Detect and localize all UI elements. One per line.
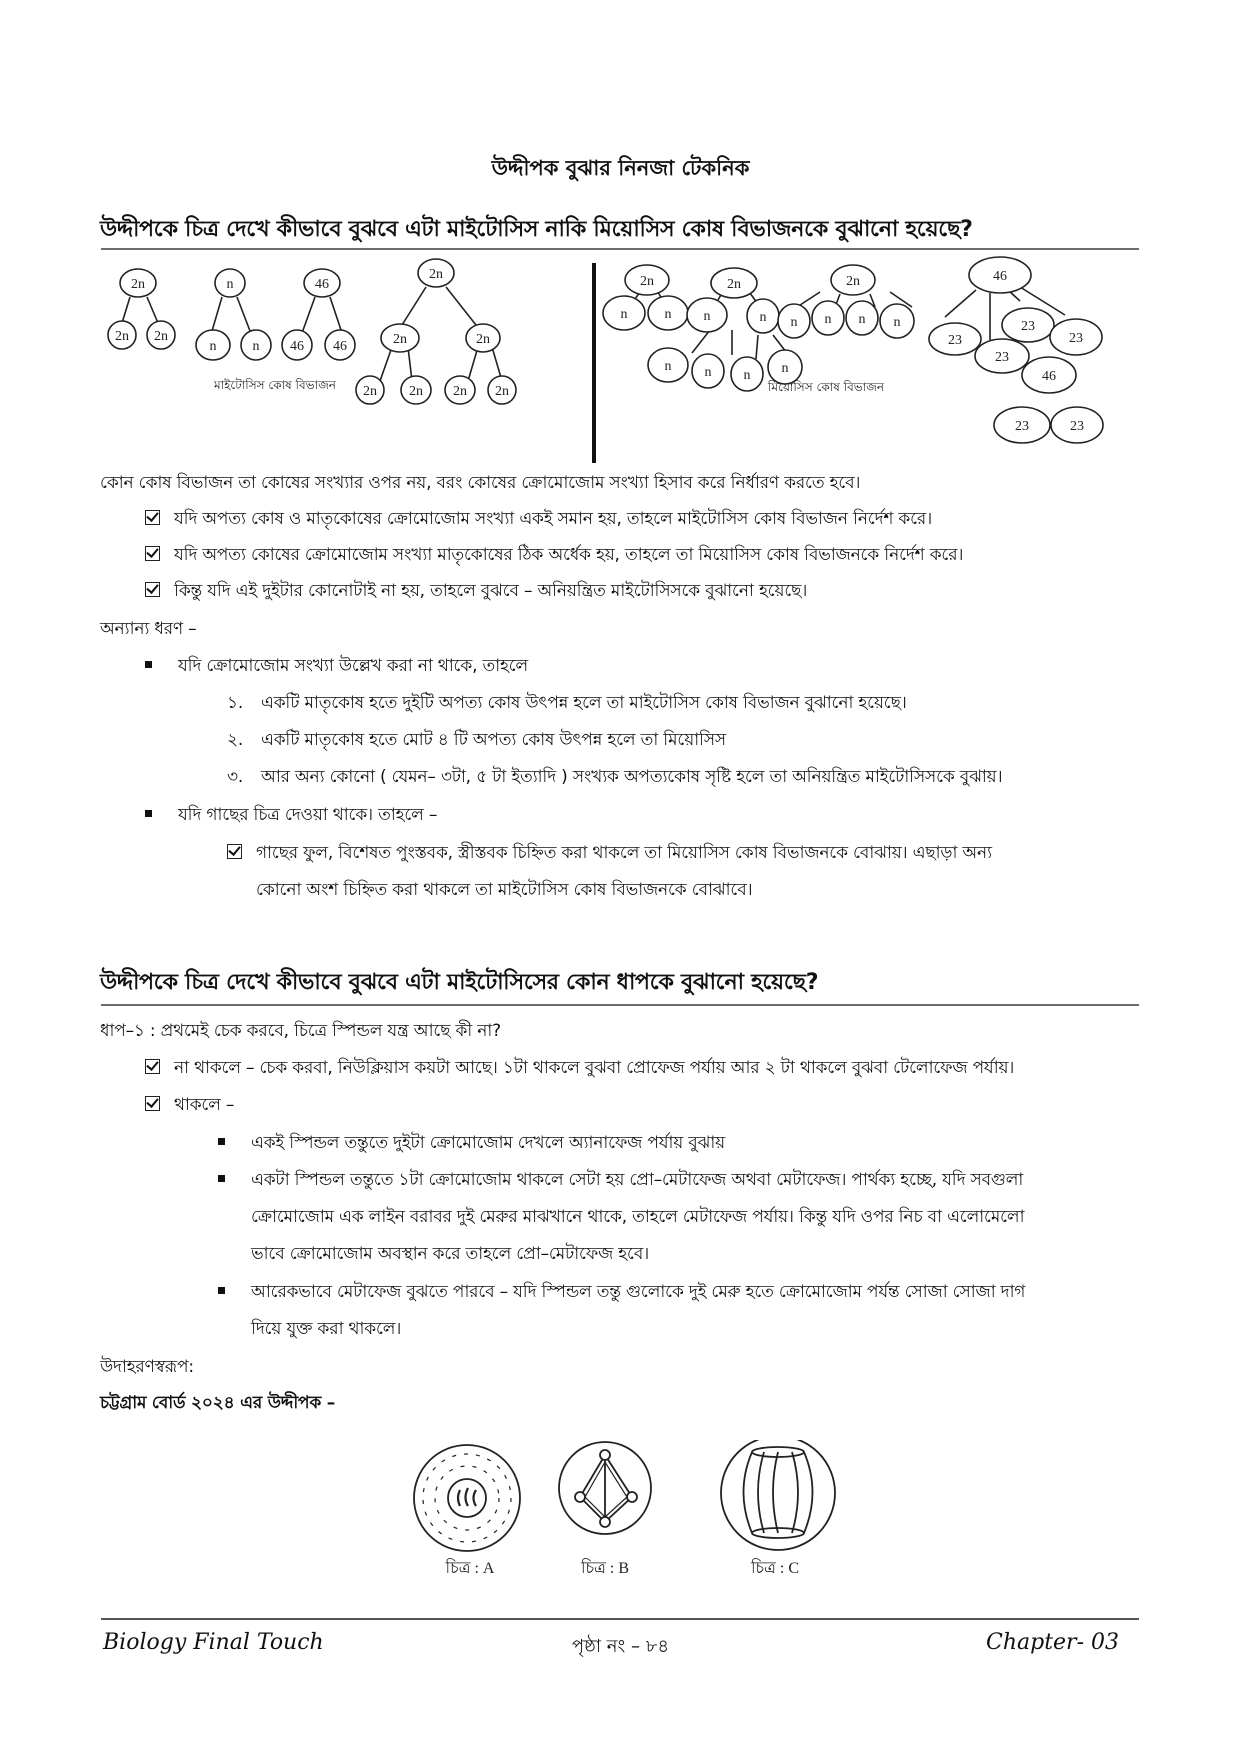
section1-intro: কোন কোষ বিভাজন তা কোষের সংখ্যার ওপর নয়, বরং কোষের ক্রোমোজোম সংখ্যা হিসাব করে নির্ধারণ করতে হবে।	[100, 473, 861, 493]
tree-node	[304, 269, 340, 297]
tree-node-label: 46	[333, 339, 347, 354]
tree-node	[1051, 407, 1103, 443]
check-item: যদি অপত্য কোষ ও মাতৃকোষের ক্রোমোজোম সংখ্যা একই সমান হয়, তাহলে মাইটোসিস কোষ বিভাজন নির্দেশ করে।	[145, 506, 932, 534]
example-source: চট্টগ্রাম বোর্ড ২০২৪ এর উদ্দীপক –	[100, 1393, 336, 1413]
checkbox-checked-icon	[227, 844, 242, 859]
tree-node-label: n	[664, 359, 672, 374]
tree-node	[687, 298, 727, 332]
division-diagram	[100, 255, 1140, 465]
bullet-item: আরেকভাবে মেটাফেজ বুঝতে পারবে – যদি স্পিন্ডল তন্তু গুলোকে দুই মেরু হতে ক্রোমোজোম পর্যন্ত সোজা সোজা দাগ	[218, 1279, 1025, 1307]
tree-node	[401, 376, 431, 404]
tree-node	[929, 323, 981, 355]
numbered-item: ১. একটি মাতৃকোষ হতে দুইটি অপত্য কোষ উৎপন্ন হলে তা মাইটোসিস কোষ বিভাজন বুঝানো হয়েছে।	[227, 693, 907, 713]
check-item: না থাকলে – চেক করবা, নিউক্লিয়াস কয়টা আছে। ১টা থাকলে বুঝবা প্রোফেজ পর্যায় আর ২ টা থাকলে বুঝবা টেলোফেজ পর্যায়।	[145, 1055, 1014, 1083]
check-item: গাছের ফুল, বিশেষত পুংস্তবক, স্ত্রীস্তবক চিহ্নিত করা থাকলে তা মিয়োসিস কোষ বিভাজনকে বোঝায়। এছাড়া অন্য	[227, 840, 992, 868]
tree-node-label: n	[858, 312, 866, 327]
figure-c-label: চিত্র : C	[750, 1560, 800, 1577]
tree-node-label: 46	[315, 277, 329, 292]
tree-node	[812, 301, 844, 335]
tree-node-label: 23	[1070, 419, 1084, 434]
tree-node	[692, 354, 724, 388]
tree-node-label: n	[704, 365, 712, 380]
tree-node	[147, 321, 175, 349]
tree-node	[1050, 319, 1102, 355]
tree-node	[711, 268, 757, 298]
tree-node	[768, 350, 802, 384]
check-item: কিন্তু যদি এই দুইটার কোনোটাই না হয়, তাহলে বুঝবে – অনিয়ন্ত্রিত মাইটোসিসকে বুঝানো হয়েছে।	[145, 578, 807, 606]
bullet-item: যদি ক্রোমোজোম সংখ্যা উল্লেখ করা না থাকে, তাহলে	[145, 653, 528, 681]
tree-node	[196, 330, 230, 360]
tree-node	[356, 376, 384, 404]
square-bullet-icon	[218, 1138, 225, 1145]
tree-node	[831, 265, 875, 295]
tree-node-label: 2n	[363, 384, 377, 399]
footer-divider	[101, 1618, 1139, 1620]
tree-node	[969, 257, 1031, 293]
checkbox-checked-icon	[145, 1059, 160, 1074]
tree-node-label: 23	[1069, 331, 1083, 346]
tree-node-label: n	[620, 307, 628, 322]
tree-node	[747, 299, 779, 333]
tree-node-label: 2n	[727, 277, 741, 292]
numbered-item: ২. একটি মাতৃকোষ হতে মোট ৪ টি অপত্য কোষ উৎপন্ন হলে তা মিয়োসিস	[227, 730, 726, 750]
tree-node	[120, 269, 156, 297]
tree-node	[648, 348, 688, 382]
check-item: থাকলে –	[145, 1092, 234, 1120]
tree-node-label: n	[703, 309, 711, 324]
tree-node-label: 2n	[429, 267, 443, 282]
tree-node	[1022, 357, 1076, 393]
tree-node	[108, 321, 136, 349]
tree-node-label: n	[252, 339, 260, 354]
tree-node-label: n	[664, 307, 672, 322]
section1-heading: উদ্দীপকে চিত্র দেখে কীভাবে বুঝবে এটা মাইটোসিস নাকি মিয়োসিস কোষ বিভাজনকে বুঝানো হয়েছে?	[100, 217, 973, 242]
checkbox-checked-icon	[145, 546, 160, 561]
tree-node	[975, 339, 1029, 373]
square-bullet-icon	[218, 1175, 225, 1182]
figure-c-barrel	[721, 1440, 835, 1550]
page-title: উদ্দীপক বুঝার নিনজা টেকনিক	[491, 156, 750, 180]
tree-node-label: n	[893, 315, 901, 330]
step1-text: ধাপ–১ : প্রথমেই চেক করবে, চিত্রে স্পিন্ডল যন্ত্র আছে কী না?	[100, 1021, 501, 1041]
tree-node	[488, 376, 516, 404]
tree-node-label: 2n	[131, 277, 145, 292]
figure-b-spindle	[559, 1442, 651, 1534]
tree-node-label: 46	[1042, 369, 1056, 384]
mitosis-caption: মাইটোসিস কোষ বিভাজন	[214, 378, 336, 392]
tree-node-label: 46	[993, 269, 1007, 284]
tree-node-label: 2n	[476, 332, 490, 347]
footer-page-number: পৃষ্ঠা নং – ৮৪	[571, 1636, 670, 1657]
checkbox-checked-icon	[145, 582, 160, 597]
tree-node	[282, 330, 312, 360]
tree-node	[880, 304, 914, 338]
tree-node-label: 23	[948, 333, 962, 348]
other-types-label: অন্যান্য ধরণ –	[100, 619, 197, 639]
bullet-item: একই স্পিন্ডল তন্তুতে দুইটা ক্রোমোজোম দেখলে অ্যানাফেজ পর্যায় বুঝায়	[218, 1130, 725, 1158]
footer-chapter: Chapter- 03	[986, 1630, 1119, 1655]
tree-node-label: 23	[1021, 319, 1035, 334]
tree-node	[778, 304, 810, 338]
tree-node-label: n	[743, 368, 751, 383]
section1-divider	[101, 248, 1139, 250]
figure-a-cell	[414, 1445, 520, 1551]
tree-node-label: 2n	[115, 329, 129, 344]
checkbox-checked-icon	[145, 1096, 160, 1111]
tree-node-label: 23	[995, 350, 1009, 365]
tree-node-label: 2n	[495, 384, 509, 399]
tree-node-label: 2n	[846, 274, 860, 289]
figure-b-label: চিত্র : B	[580, 1560, 630, 1577]
tree-node	[445, 376, 475, 404]
tree-node	[846, 301, 878, 335]
tree-node	[648, 296, 688, 330]
example-figures	[390, 1440, 840, 1580]
bullet-continuation: দিয়ে যুক্ত করা থাকলে।	[251, 1319, 402, 1339]
bullet-item: যদি গাছের চিত্র দেওয়া থাকে। তাহলে –	[145, 802, 437, 830]
tree-node-label: n	[781, 361, 789, 376]
tree-node	[1002, 308, 1054, 342]
figure-a-label: চিত্র : A	[445, 1560, 495, 1577]
tree-node	[241, 330, 271, 360]
tree-node	[418, 259, 454, 287]
checkbox-checked-icon	[145, 510, 160, 525]
tree-node	[625, 265, 669, 295]
tree-node	[466, 324, 500, 352]
tree-node-label: 2n	[640, 274, 654, 289]
tree-node-label: n	[226, 277, 234, 292]
meiosis-caption: মিয়োসিস কোষ বিভাজন	[767, 380, 885, 394]
tree-node	[603, 296, 645, 330]
tree-node-label: n	[209, 339, 217, 354]
tree-node	[325, 330, 355, 360]
tree-node	[381, 324, 419, 352]
section2-divider	[101, 1004, 1139, 1006]
tree-node-label: 46	[290, 339, 304, 354]
tree-node-label: n	[824, 312, 832, 327]
section2-heading: উদ্দীপকে চিত্র দেখে কীভাবে বুঝবে এটা মাইটোসিসের কোন ধাপকে বুঝানো হয়েছে?	[100, 970, 819, 995]
tree-node-label: 2n	[154, 329, 168, 344]
tree-node-label: 2n	[393, 332, 407, 347]
check-item: যদি অপত্য কোষের ক্রোমোজোম সংখ্যা মাতৃকোষের ঠিক অর্ধেক হয়, তাহলে তা মিয়োসিস কোষ বিভাজনকে নির্দেশ করে।	[145, 542, 963, 570]
square-bullet-icon	[145, 661, 152, 668]
bullet-item: একটা স্পিন্ডল তন্তুতে ১টা ক্রোমোজোম থাকলে সেটা হয় প্রো–মেটাফেজ অথবা মেটাফেজ। পার্থক্য হচ্ছে, যদি সবগুলা	[218, 1167, 1023, 1195]
check-item-continuation: কোনো অংশ চিহ্নিত করা থাকলে তা মাইটোসিস কোষ বিভাজনকে বোঝাবে।	[256, 880, 753, 900]
tree-node-label: n	[759, 310, 767, 325]
example-label: উদাহরণস্বরূপ:	[100, 1357, 194, 1377]
tree-node-label: 2n	[409, 384, 423, 399]
bullet-continuation: ভাবে ক্রোমোজোম অবস্থান করে তাহলে প্রো–মেটাফেজ হবে।	[251, 1244, 649, 1264]
tree-node-label: n	[790, 315, 798, 330]
numbered-item: ৩. আর অন্য কোনো ( যেমন– ৩টা, ৫ টা ইত্যাদি ) সংখ্যক অপত্যকোষ সৃষ্টি হলে তা অনিয়ন্ত্রিত মাইটোসিসকে বুঝায়।	[227, 767, 1003, 787]
footer-book-title: Biology Final Touch	[103, 1630, 324, 1655]
bullet-continuation: ক্রোমোজোম এক লাইন বরাবর দুই মেরুর মাঝখানে থাকে, তাহলে মেটাফেজ পর্যায়। কিন্তু যদি ওপর নিচ বা এলোমেলো	[251, 1207, 1025, 1227]
tree-node	[994, 407, 1050, 443]
tree-node	[215, 269, 245, 297]
tree-node-label: 2n	[453, 384, 467, 399]
tree-node	[731, 357, 763, 391]
square-bullet-icon	[218, 1287, 225, 1294]
square-bullet-icon	[145, 810, 152, 817]
tree-node-label: 23	[1015, 419, 1029, 434]
